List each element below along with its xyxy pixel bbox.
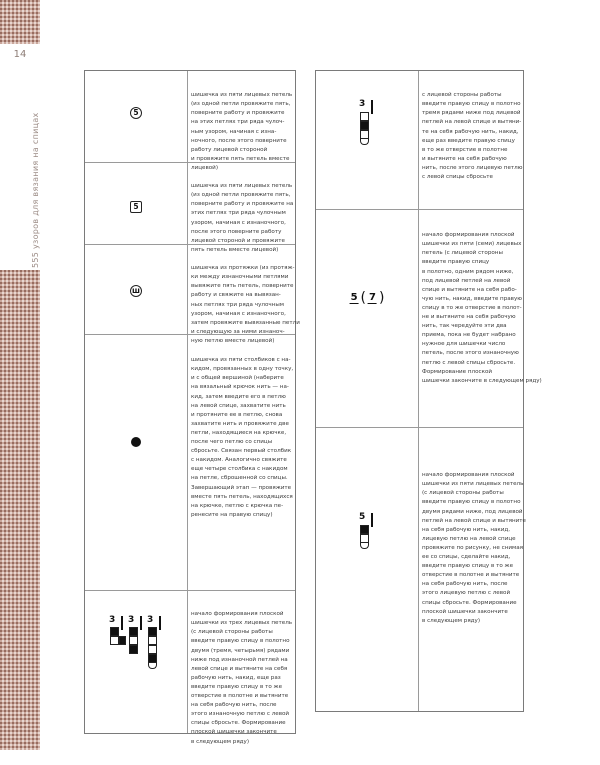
legend-table-left [84,70,300,745]
running-title: 555 узоров для вязания на спицах [31,112,40,268]
stacked-stitch-symbols [109,616,163,676]
stitch-stack-2: 3 [129,616,145,656]
stitch-stack-1: 3 [110,616,126,646]
legend-description: с лицевой стороны работы введите правую спицу в полотно тремя рядами ниже под лицевой петлей на левой спице и вытяни- те на себя рабочую нить, накид, еще раз введите правую спицу в то же отверстие в полотне и вытяните на себя рабочую нить, после этого лицевую петлю с левой спицы сбросьте [422,92,523,181]
legend-row [316,71,523,210]
legend-symbol-cell [316,427,419,711]
legend-symbol-cell [85,334,188,590]
legend-description: начало формирования плоской шишечки из трех лицевых петель (с лицевой стороны работы введите правую спицу в полотно двумя (тремя, четырьмя) рядами ниже под изнаночной петлей на левой спице и вытяните на себя рабочую нить, накид, еще раз введите правую спицу в то же отверстие в полотне и вытяните на себя рабочую нить, после этого изнаночную петлю с левой спицы сбросьте. Формирование плоской шишечки закончите в следующем ряду) [191,611,293,745]
stitch-stack: 3 [360,100,376,152]
legend-row [85,334,295,591]
stitch-stack: 5 [360,513,376,557]
legend-description: начало формирования плоской шишечки из пяти лицевых петель (с лицевой стороны работы введите правую спицу в полотно двумя рядами ниже, под лицевой петлей на левой спице и вытяните на себя рабочую нить, накид, лицевую петлю на левой спице провяжите по рисунку, не снимая ее со спицы, сделайте накид, введите правую спицу в то же отверстие в полотне и вытяните на себя рабочую нить, после этого лицевую петлю с левой спицы сбросьте. Формирование плоской шишечки закончите в следующем ряду) [422,472,526,624]
legend-symbol-cell [85,244,188,334]
legend-symbol-cell [316,209,419,427]
legend-description: шишечка из пяти лицевых петель (из одной петли провяжите пять, поверните работу и провяжите на этих петлях три ряда чулочным узором, начиная с изнаночного, после этого поверните работу лицевой стороной и провяжите пять петель вместе лицевой) [191,183,294,253]
legend-symbol-cell [316,71,419,209]
legend-row [85,71,295,171]
stitch-stack-3: 3 [148,616,164,666]
legend-row [316,427,526,711]
decorative-strip-top [0,0,40,44]
legend-table-right [315,70,542,712]
legend-row [85,590,295,745]
legend-row [316,209,542,428]
filled-dot-symbol [131,437,141,447]
legend-symbol-cell [85,71,188,162]
decorative-strip-bottom [0,270,40,750]
legend-symbol-cell [85,590,188,733]
legend-description: начало формирования плоской шишечки из пяти (семи) лицевых петель (с лицевой стороны введите правую спицу в полотно, одним рядом ниже, под лицевой петлей на левой спице и вытяните на себя рабо- чую нить, накид, введите правую спицу в то же отверстие в полот- не и вытяните на себя рабочую нить, так чередуйте эти два приема, пока не будет набрано нужное для шишечки число петель, после этого изнаночную петлю с левой спицы сбросьте. Формирование плоской шишечки закончите в следующем ряду) [422,232,542,384]
legend-row [85,244,300,344]
legend-description: шишечка из пяти столбиков с на- кидом, провязанных в одну точку, и с общей вершиной (наберите на вязальный крючок нить — на- кид, затем введите его в петлю на левой спице, захватите нить и протяните ее в петлю, снова захватите нить и провяжите две петли, находящиеся на крючке, после чего петлю со спицы сбросьте. Связан первый столбик с накидом. Аналогично свяжите еще четыре столбика с накидом на петле, сброшенной со спицы. Завершающий этап — провяжите вместе пять петель, находящихся на крючке, петлю с крючка пе- ренесите на правую спицу) [191,357,294,518]
page-number: 14 [13,49,27,60]
circled-sha-symbol: ш [130,285,142,297]
legend-symbol-cell [85,162,188,244]
legend-row [85,162,295,253]
flat-bobble-symbol: 5 ( 7 ) [350,290,385,306]
boxed-five-symbol: 5 [130,201,142,213]
legend-description: шишечка из протяжки (из протяж- ки между изнаночными петлями вывяжите пять петель, поверните работу и свяжите на вывязан- ных петлях три ряда чулочным узором, начиная с изнаночного, затем провяжите вывязанные петли и следующую за ними изнаноч- ную петлю вместе лицевой) [191,265,300,344]
circled-five-symbol: 5 [130,107,142,119]
legend-description: шишечка из пяти лицевых петель (из одной петли провяжите пять, поверните работу и провяжите на этих петлях три ряда чулоч- ным узором, начиная с изна- ночного, после этого поверните работу лицевой стороной и провяжите пять петель вместе лицевой) [191,92,293,171]
